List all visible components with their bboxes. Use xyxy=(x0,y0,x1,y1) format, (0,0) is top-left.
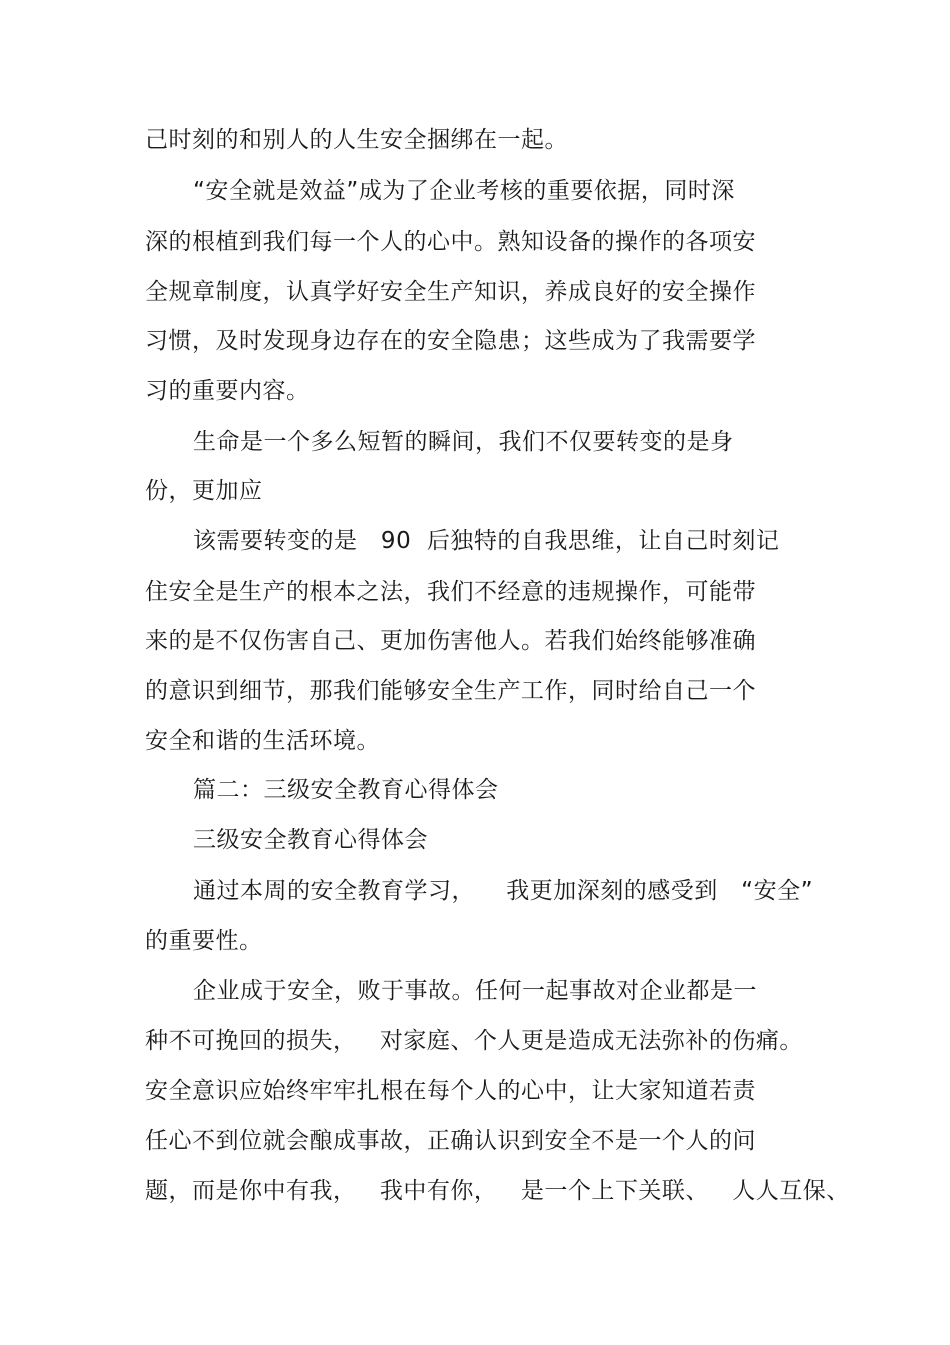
text-line-9: 该需要转变的是 90 后独特的自我思维，让自己时刻记 xyxy=(193,528,780,554)
text-line-21: 任心不到位就会酿成事故，正确认识到安全不是一个人的问 xyxy=(145,1128,756,1154)
text-line-12: 的意识到细节，那我们能够安全生产工作，同时给自己一个 xyxy=(145,678,756,704)
text-line-22: 题，而是你中有我， 我中有你， 是一个上下关联、 人人互保、 xyxy=(145,1178,850,1204)
text-line-16: 通过本周的安全教育学习， 我更加深刻的感受到 “安全” xyxy=(193,878,814,904)
text-line-2: “安全就是效益”成为了企业考核的重要依据，同时深 xyxy=(193,178,735,204)
text-line-11: 来的是不仅伤害自己、更加伤害他人。若我们始终能够准确 xyxy=(145,628,756,654)
text-line-1: 己时刻的和别人的人生安全捆绑在一起。 xyxy=(145,127,568,153)
text-line-4: 全规章制度，认真学好安全生产知识，养成良好的安全操作 xyxy=(145,279,756,305)
text-line-18: 企业成于安全，败于事故。任何一起事故对企业都是一 xyxy=(193,978,757,1004)
section-title: 三级安全教育心得体会 xyxy=(193,827,428,853)
text-line-19: 种不可挽回的损失， 对家庭、个人更是造成无法弥补的伤痛。 xyxy=(145,1028,803,1054)
text-line-5: 习惯，及时发现身边存在的安全隐患；这些成为了我需要学 xyxy=(145,328,756,354)
text-line-20: 安全意识应始终牢牢扎根在每个人的心中，让大家知道若责 xyxy=(145,1078,756,1104)
text-line-13: 安全和谐的生活环境。 xyxy=(145,728,380,754)
text-line-8: 份，更加应 xyxy=(145,478,263,504)
text-line-7: 生命是一个多么短暂的瞬间，我们不仅要转变的是身 xyxy=(193,429,734,455)
section-heading: 篇二：三级安全教育心得体会 xyxy=(193,777,499,803)
text-line-3: 深的根植到我们每一个人的心中。熟知设备的操作的各项安 xyxy=(145,229,756,255)
text-line-6: 习的重要内容。 xyxy=(145,378,310,404)
text-line-10: 住安全是生产的根本之法，我们不经意的违规操作，可能带 xyxy=(145,579,756,605)
text-line-17: 的重要性。 xyxy=(145,928,263,954)
